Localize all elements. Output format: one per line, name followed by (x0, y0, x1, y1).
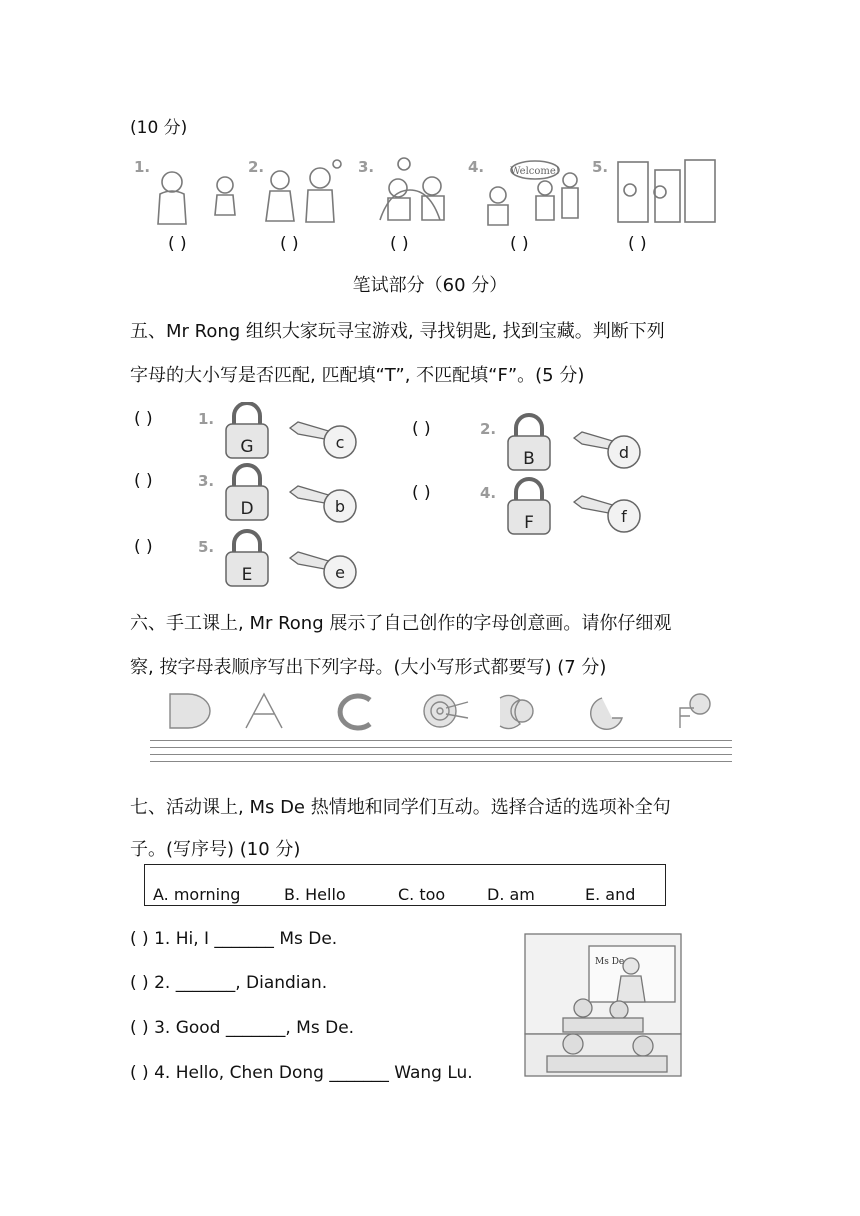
option-e: E. and (585, 885, 636, 904)
section5-line2: 字母的大小写是否匹配, 匹配填“T”, 不匹配填“F”。(5 分) (130, 365, 585, 386)
section5-line1: 五、Mr Rong 组织大家玩寻宝游戏, 寻找钥匙, 找到宝藏。判断下列 (130, 321, 665, 342)
listening-num-5: 5. (592, 158, 609, 176)
s5-num-5: 5. (198, 538, 215, 556)
listening-score: (10 分) (130, 118, 188, 138)
s5-key-3: b (334, 497, 346, 516)
letter-art-f-icon (680, 694, 710, 728)
letter-art-c-icon (340, 696, 370, 728)
listening-paren-3[interactable]: ( ) (390, 234, 409, 254)
s5-key-1: c (335, 433, 345, 452)
letter-art-a-icon (246, 694, 282, 728)
section6-line1: 六、手工课上, Mr Rong 展示了自己创作的字母创意画。请你仔细观 (130, 613, 672, 634)
s5-num-4: 4. (480, 484, 497, 502)
s5-paren-5: ( ) (134, 537, 153, 557)
s5-key-2: d (618, 443, 630, 462)
section7-line1: 七、活动课上, Ms De 热情地和同学们互动。选择合适的选项补全句 (130, 797, 671, 818)
lock-key-grid (130, 402, 690, 597)
s5-lock-2: B (523, 449, 535, 469)
classroom-illustration (523, 932, 683, 1078)
people-5-icon (618, 160, 715, 222)
listening-num-2: 2. (248, 158, 265, 176)
listening-paren-2[interactable]: ( ) (280, 234, 299, 254)
listening-pictures (130, 150, 730, 235)
question-4[interactable]: ( ) 4. Hello, Chen Dong _______ Wang Lu. (130, 1063, 473, 1083)
written-title: 笔试部分（60 分） (352, 275, 508, 296)
question-2[interactable]: ( ) 2. _______, Diandian. (130, 973, 328, 993)
s5-num-1: 1. (198, 410, 215, 428)
section7-line2: 子。(写序号) (10 分) (130, 839, 301, 860)
s5-lock-3: D (240, 499, 254, 519)
people-1-icon (158, 172, 235, 224)
section6-line2: 察, 按字母表顺序写出下列字母。(大小写形式都要写) (7 分) (130, 657, 607, 678)
listening-paren-4[interactable]: ( ) (510, 234, 529, 254)
s5-num-2: 2. (480, 420, 497, 438)
people-3-icon (380, 158, 444, 220)
people-4-icon (488, 173, 578, 225)
options-box (144, 864, 666, 906)
option-b: B. Hello (284, 885, 346, 904)
s5-num-3: 3. (198, 472, 215, 490)
option-a: A. morning (153, 885, 241, 904)
listening-paren-1[interactable]: ( ) (168, 234, 187, 254)
question-3[interactable]: ( ) 3. Good _______, Ms De. (130, 1018, 355, 1038)
s5-key-5: e (335, 563, 345, 582)
option-c: C. too (398, 885, 446, 904)
board-label: Ms De (595, 957, 625, 967)
s5-paren-3: ( ) (134, 471, 153, 491)
option-d: D. am (487, 885, 535, 904)
letter-art-d-icon (170, 694, 210, 728)
listening-num-4: 4. (468, 158, 485, 176)
letter-art-row (150, 688, 730, 734)
s5-lock-5: E (241, 565, 253, 585)
s5-paren-2: ( ) (412, 419, 431, 439)
s5-key-4: f (621, 507, 627, 526)
listening-paren-5[interactable]: ( ) (628, 234, 647, 254)
people-2-icon (266, 160, 341, 222)
letter-art-target-icon (424, 695, 468, 727)
s5-paren-4: ( ) (412, 483, 431, 503)
letter-art-g-icon (591, 698, 622, 729)
welcome-bubble: Welcome! (510, 166, 560, 177)
s5-lock-4: F (524, 513, 534, 533)
s5-lock-1: G (240, 437, 254, 457)
s5-paren-1: ( ) (134, 409, 153, 429)
question-1[interactable]: ( ) 1. Hi, I _______ Ms De. (130, 929, 338, 949)
listening-num-1: 1. (134, 158, 151, 176)
letter-art-b-icon (500, 695, 533, 728)
listening-num-3: 3. (358, 158, 375, 176)
